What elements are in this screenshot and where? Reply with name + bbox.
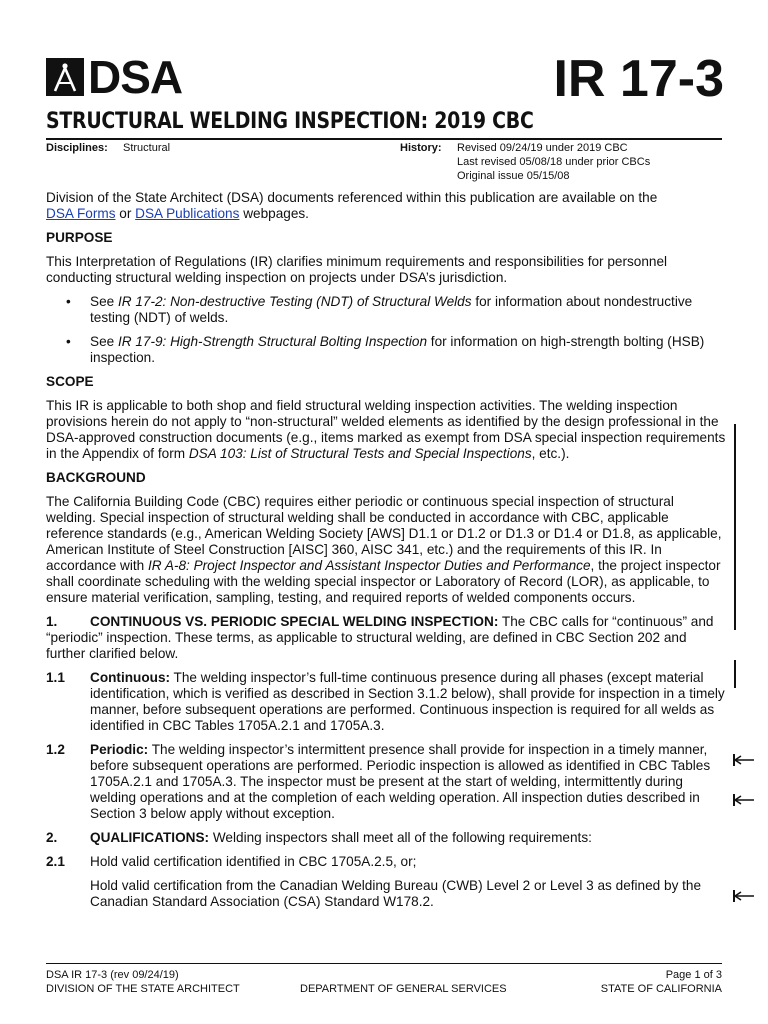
title-rule (46, 138, 722, 140)
subsection-title: Periodic: (90, 742, 149, 757)
footer-rule (46, 963, 722, 964)
deletion-arrow-icon (732, 794, 754, 806)
background-heading: BACKGROUND (46, 470, 146, 485)
subsection-title: Continuous: (90, 670, 171, 685)
dsa-103-reference: DSA 103: List of Structural Tests and Special Inspections (188, 446, 532, 461)
bullet-dot: • (66, 294, 71, 309)
bullet-post: for information about nondestructive testing (NDT) of welds. (90, 294, 693, 325)
dsa-forms-link[interactable]: DSA Forms (46, 206, 116, 221)
intro-text-mid: or (115, 206, 136, 221)
purpose-paragraph: This Interpretation of Regulations (IR) clarifies minimum requirements and responsibilities for personnel conducting structural welding inspection on projects under DSA’s jurisdiction. (46, 254, 668, 285)
ir-17-9-reference: IR 17-9: High-Strength Structural Bolting Inspection (117, 334, 428, 349)
subsection-body: The welding inspector’s full-time continuous presence during all phases (except material identification, which is verified as described in Section 3.1.2 below), shall provide for inspection in a timely manner, before subsequent operations are performed. Continuous inspection is required for all welds as identified in CBC Tables 1705A.2.1 and 1705A.3. (90, 670, 725, 733)
footer-page-number: Page 1 of 3 (665, 969, 722, 981)
subsection-text (90, 670, 726, 734)
deletion-arrow-icon (732, 754, 754, 766)
intro-paragraph (46, 190, 726, 222)
logo-text: DSA (88, 51, 183, 103)
section-number: 2. (46, 830, 58, 845)
bullet-pre: See (90, 334, 118, 349)
scope-paragraph (46, 398, 726, 462)
bullet-text (90, 294, 726, 326)
history-label: History: (400, 142, 442, 154)
intro-text-after: webpages. (239, 206, 309, 221)
disciplines-label: Disciplines: (46, 142, 108, 154)
background-paragraph (46, 494, 726, 606)
purpose-heading: PURPOSE (46, 230, 113, 245)
history-line: Revised 09/24/19 under 2019 CBC (457, 142, 628, 154)
subsection-2-1-continued: Hold valid certification from the Canadian Welding Bureau (CWB) Level 2 or Level 3 as defined by the Canadian Standard Association (CSA) Standard W178.2. (90, 878, 702, 909)
dsa-publications-link[interactable]: DSA Publications (135, 206, 240, 221)
intro-text: Division of the State Architect (DSA) documents referenced within this publication are available on the (46, 190, 658, 205)
background-text: The California Building Code (CBC) requires either periodic or continuous special inspection of structural welding. Special inspection of structural welding shall be conducted in accordance with CBC, applicable reference standards (e.g., American Welding Society [AWS] D1.1 or D1.2 or D1.3 or D1.4 or D1.8, as applicable, American Institute of Steel Construction [AISC] 360, AISC 341, etc.) and the requirements of this IR. In accordance with (46, 494, 722, 573)
section-title: QUALIFICATIONS: (90, 830, 210, 845)
section-text: The CBC calls for “continuous” and “periodic” inspection. These terms, as applicable to structural welding, are defined in CBC Section 202 and further clarified below. (46, 614, 714, 661)
bullet-post: for information on high-strength bolting (HSB) inspection. (90, 334, 705, 365)
footer-doc-id: DSA IR 17-3 (rev 09/24/19) (46, 969, 179, 981)
revision-bar (734, 424, 736, 630)
subsection-number: 1.1 (46, 670, 65, 685)
scope-text-post: , etc.). (531, 446, 570, 461)
compass-icon (46, 58, 84, 96)
page-title: STRUCTURAL WELDING INSPECTION: 2019 CBC (46, 109, 534, 134)
subsection-2-1 (46, 854, 726, 870)
subsection-number: 2.1 (46, 854, 65, 869)
background-text-post: , the project inspector shall coordinate scheduling with the welding special inspector or Laboratory of Record (LOR), as applicable, to ensure material verification, sampling, testing, and required reports of welded components occurs. (46, 558, 721, 605)
section-1 (46, 614, 726, 662)
history-line: Last revised 05/08/18 under prior CBCs (457, 156, 651, 168)
revision-bar (734, 660, 736, 688)
document-number: IR 17-3 (553, 50, 724, 108)
footer-state: STATE OF CALIFORNIA (600, 983, 722, 995)
subsection-text (90, 742, 726, 822)
subsection-1-2 (46, 742, 726, 822)
subsection-body: Hold valid certification identified in CBC 1705A.2.5, or; (90, 854, 417, 869)
dsa-logo (46, 51, 183, 103)
bullet-text (90, 334, 726, 366)
ir-a-8-reference: IR A-8: Project Inspector and Assistant Inspector Duties and Performance (148, 558, 591, 573)
history-line: Original issue 05/15/08 (457, 170, 570, 182)
scope-heading: SCOPE (46, 374, 94, 389)
deletion-arrow-icon (732, 890, 754, 902)
ir-17-2-reference: IR 17-2: Non-destructive Testing (NDT) of Structural Welds (117, 294, 472, 309)
subsection-1-1 (46, 670, 726, 734)
scope-text: This IR is applicable to both shop and field structural welding inspection activities. The welding inspection provisions herein do not apply to “non-structural” welded elements as identified by the design professional in the DSA-approved construction documents (e.g., items marked as exempt from DSA special inspection requirements in the Appendix of form (46, 398, 726, 461)
purpose-bullet (46, 294, 726, 326)
disciplines-value: Structural (123, 142, 171, 154)
history-list (457, 141, 650, 183)
document-body (46, 190, 726, 918)
bullet-dot: • (66, 334, 71, 349)
section-2 (46, 830, 726, 846)
footer-division: DIVISION OF THE STATE ARCHITECT (46, 983, 240, 995)
subsection-number: 1.2 (46, 742, 65, 757)
bullet-pre: See (90, 294, 118, 309)
purpose-bullet (46, 334, 726, 366)
section-title: CONTINUOUS VS. PERIODIC SPECIAL WELDING INSPECTION: (90, 614, 499, 629)
section-text: Welding inspectors shall meet all of the following requirements: (209, 830, 592, 845)
subsection-body: The welding inspector’s intermittent presence shall provide for inspection in a timely manner, before subsequent operations are performed. Periodic inspection is allowed as identified in CBC Tables 1705A.2.1 and 1705A.3. The inspector must be present at the start of welding, intermittently during welding operations and at the completion of each welding operation. All inspection duties described in Section 3 below apply without exception. (90, 742, 711, 821)
section-number: 1. (46, 614, 58, 629)
footer-department: DEPARTMENT OF GENERAL SERVICES (300, 983, 507, 995)
